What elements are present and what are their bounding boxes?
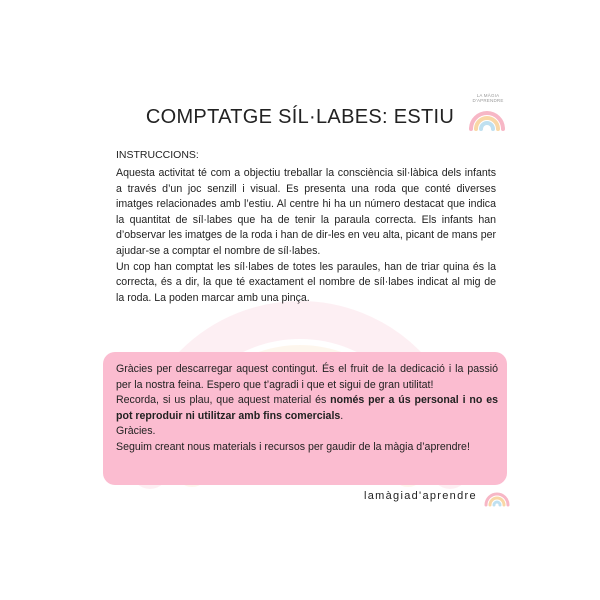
notice-closing: Gràcies. bbox=[116, 425, 156, 438]
instructions-paragraph: Un cop han comptat les síl·labes de totes les paraules, han de triar quina és la correcta, és a dir, la que té exactament el nombre de síl·labes indicat al mig de la roda. La poden marcar amb una pinça. bbox=[116, 260, 496, 304]
notice-signoff: Seguim creant nous materials i recursos per gaudir de la màgia d’aprendre! bbox=[116, 440, 470, 453]
instructions-heading: INSTRUCCIONS: bbox=[116, 149, 199, 161]
reminder-bold: només per a ús personal i no es pot reproduir ni utilitzar amb fins comercials bbox=[116, 394, 498, 422]
instructions-paragraph: Aquesta activitat té com a objectiu treballar la consciència sil·làbica dels infants a través d’un joc senzill i visual. Es presenta una roda que conté diverses imatges relacionades amb l’estiu. Al centre hi ha un número destacat que indica la quantitat de síl·labes que ha de tenir la paraula correcta. Els infants han d’observar les imatges de la roda i han de dir-les en veu alta, picant de mans per ajudar-se a comptar el nombre de síl·labes. bbox=[116, 167, 496, 257]
reminder-prefix: Recorda, si us plau, que aquest material és bbox=[116, 394, 331, 407]
notice-text bbox=[116, 362, 498, 456]
notice-reminder bbox=[116, 393, 498, 424]
reminder-suffix: . bbox=[340, 409, 344, 422]
instructions-body bbox=[116, 166, 496, 306]
logo-text: LA MÀGIA D'APRENDRE bbox=[472, 93, 504, 103]
page-title: COMPTATGE SÍL·LABES: ESTIU bbox=[145, 106, 455, 128]
notice-thanks: Gràcies per descarregar aquest contingut. És el fruit de la dedicació i la passió per la nostra feina. Espero que t’agradi i que et sigui de gran utilitat! bbox=[116, 363, 498, 391]
rainbow-logo-icon bbox=[482, 485, 512, 507]
footer-brand: lamàgiad'aprendre bbox=[364, 490, 477, 502]
